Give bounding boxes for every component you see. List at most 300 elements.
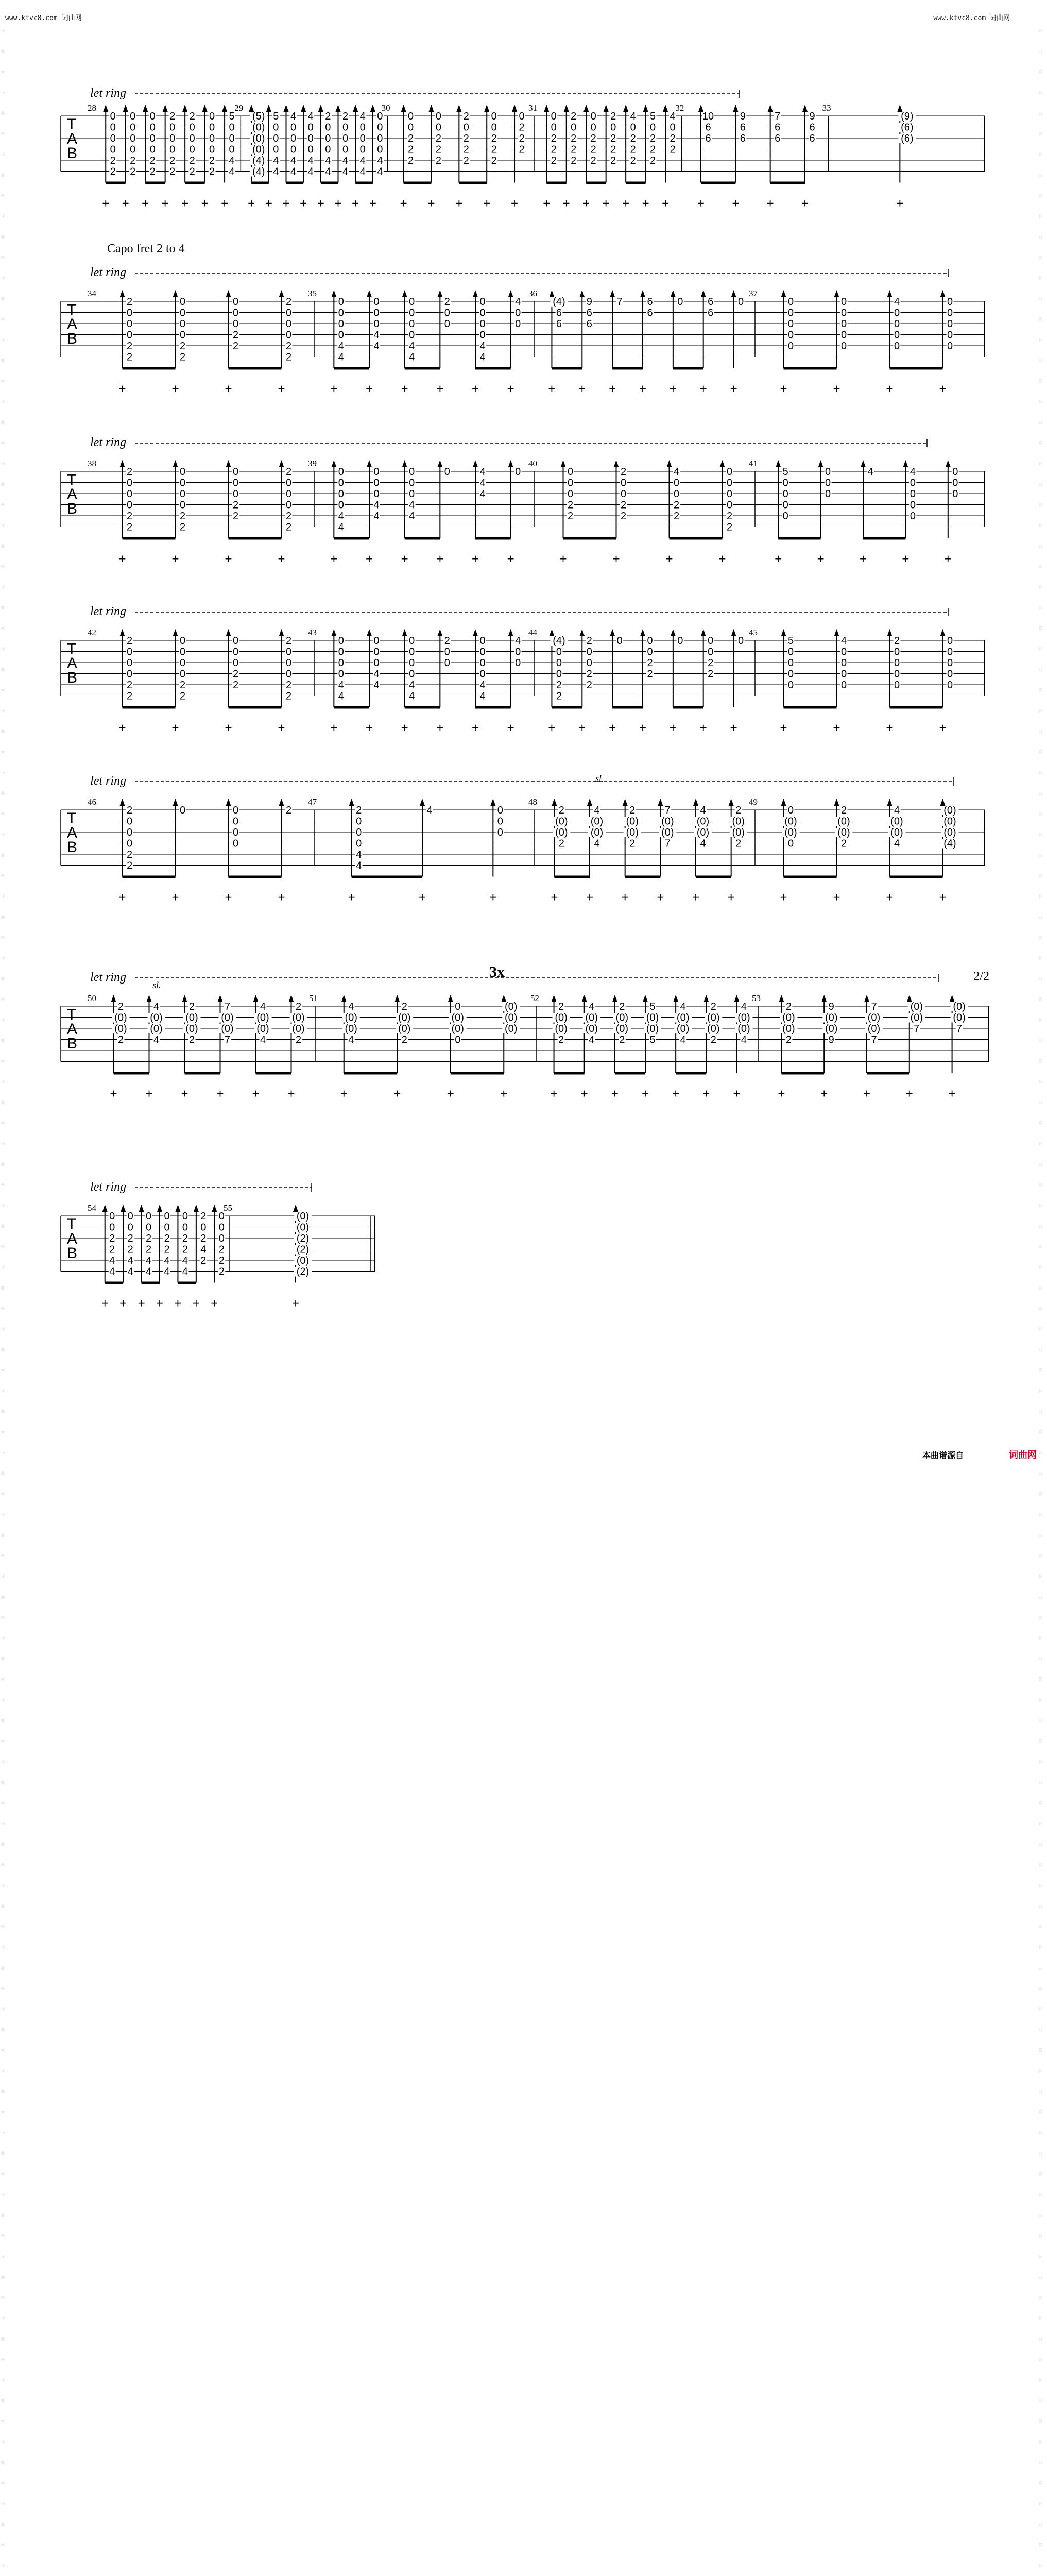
fret-number: 2: [117, 1034, 124, 1046]
fret-number: 0: [338, 499, 344, 511]
beam: [586, 182, 606, 184]
fret-number: 0: [947, 307, 953, 319]
measure-number: 41: [749, 459, 758, 468]
strum-arrow: [226, 799, 231, 806]
fret-number: 4: [164, 1255, 170, 1266]
strum-arrow: [729, 799, 734, 806]
fret-number: 0: [179, 296, 186, 308]
watermark-glyph: 词曲网: [1, 1574, 5, 1620]
fret-number: 0: [610, 122, 616, 133]
fret-number: 2: [558, 1034, 564, 1046]
fret-number: 2: [590, 144, 596, 156]
fret-number: 4: [348, 1034, 354, 1046]
fret-number: 0: [338, 657, 344, 669]
strum-arrow: [456, 105, 461, 112]
fret-number: (0): [784, 827, 797, 838]
fret-number: (4): [252, 155, 265, 166]
fret-number: 5: [650, 111, 656, 122]
strum-plus-mark: +: [939, 721, 947, 735]
fret-number: (0): [910, 1012, 923, 1024]
measure-number: 34: [88, 289, 96, 298]
fret-number: 0: [285, 329, 292, 341]
strum-arrow: [508, 629, 513, 636]
beam: [781, 1072, 824, 1075]
fret-number: 0: [232, 646, 239, 658]
strum-plus-mark: +: [657, 890, 664, 905]
strum-plus-mark: +: [662, 196, 670, 211]
fret-number: 4: [260, 1001, 266, 1012]
strum-plus-mark: +: [507, 552, 514, 566]
fret-number: 2: [127, 1233, 133, 1244]
watermark-glyph: 词曲网: [1, 1080, 5, 1125]
strum-plus-mark: +: [669, 382, 677, 396]
fret-number: (0): [296, 1255, 310, 1266]
beam: [405, 706, 440, 709]
fret-number: (0): [150, 1012, 163, 1024]
fret-number: 2: [126, 690, 133, 702]
fret-number: 4: [348, 1001, 354, 1012]
fret-number: 0: [179, 318, 186, 330]
strum-plus-mark: +: [369, 196, 376, 211]
fret-number: 2: [356, 805, 362, 816]
strum-plus-mark: +: [156, 1296, 164, 1311]
strum-plus-mark: +: [101, 1296, 109, 1311]
strum-plus-mark: +: [225, 382, 232, 396]
fret-number: 0: [479, 646, 486, 658]
beam: [670, 537, 723, 540]
fret-number: 0: [408, 111, 414, 122]
fret-number: 0: [232, 827, 239, 838]
fret-number: 2: [444, 635, 450, 647]
capo-instruction: Capo fret 2 to 4: [107, 242, 185, 256]
fret-number: 2: [435, 133, 442, 144]
watermark-glyph: 词曲网: [1039, 1884, 1042, 1929]
fret-number: (0): [555, 827, 568, 838]
strum-plus-mark: +: [780, 890, 787, 905]
fret-number: 4: [479, 477, 486, 489]
strum-plus-mark: +: [192, 1296, 200, 1311]
fret-number: 0: [342, 122, 349, 133]
fret-number: 0: [285, 668, 292, 680]
fret-number: 2: [491, 155, 497, 166]
fret-number: 2: [179, 690, 186, 702]
fret-number: 0: [126, 499, 133, 511]
beam: [123, 367, 176, 370]
tab-clef-letter: T: [67, 1216, 77, 1233]
fret-number: 0: [840, 318, 847, 330]
watermark-glyph: 词曲网: [1039, 2131, 1042, 2176]
strum-plus-mark: +: [393, 1087, 401, 1101]
strum-plus-mark: +: [171, 382, 179, 396]
fret-number: 0: [338, 466, 344, 478]
measure-number: 47: [308, 797, 317, 807]
fret-number: 0: [586, 646, 592, 658]
fret-number: 2: [126, 805, 133, 816]
strum-plus-mark: +: [833, 890, 840, 905]
fret-number: 0: [373, 466, 380, 478]
beam: [890, 876, 943, 878]
fret-number: 2: [146, 1244, 152, 1256]
fret-number: 2: [285, 805, 292, 816]
strum-plus-mark: +: [886, 890, 894, 905]
measure-number: 53: [752, 993, 761, 1003]
beam: [106, 182, 125, 184]
strum-arrow: [473, 460, 478, 467]
fret-number: 0: [209, 122, 215, 133]
fret-number: 7: [664, 805, 671, 816]
fret-number: 2: [285, 341, 292, 352]
fret-number: 0: [130, 144, 136, 156]
fret-number: (0): [867, 1023, 881, 1035]
fret-number: 0: [620, 477, 627, 489]
fret-number: 0: [673, 488, 680, 500]
strum-arrow: [120, 799, 125, 806]
watermark-glyph: 词曲网: [1, 1451, 5, 1496]
strum-plus-mark: +: [766, 196, 774, 211]
fret-number: 0: [825, 466, 831, 478]
fret-number: 0: [377, 133, 383, 144]
fret-number: 4: [409, 351, 415, 363]
fret-number: 0: [200, 1222, 207, 1233]
fret-number: 0: [444, 318, 450, 330]
watermark-glyph: 词曲网: [1039, 2069, 1042, 2114]
watermark-glyph: 词曲网: [1, 2069, 5, 2114]
side-watermark-right: [1039, 21, 1045, 2568]
strum-arrow: [940, 290, 946, 297]
beam: [229, 876, 282, 878]
strum-arrow: [781, 629, 786, 636]
strum-arrow: [733, 105, 738, 112]
tab-clef-letter: B: [67, 669, 78, 686]
fret-number: 6: [647, 307, 653, 319]
fret-number: 6: [556, 307, 562, 319]
fret-number: (0): [676, 1023, 690, 1035]
fret-number: 0: [126, 838, 133, 850]
fret-number: 0: [567, 477, 574, 489]
strum-plus-mark: +: [161, 196, 169, 211]
strum-plus-mark: +: [278, 552, 285, 566]
fret-number: 0: [677, 635, 683, 647]
fret-number: 4: [409, 690, 415, 702]
beam: [701, 182, 735, 184]
strum-arrow: [640, 290, 645, 297]
watermark-glyph: 词曲网: [1039, 2193, 1042, 2238]
fret-number: 0: [307, 144, 314, 156]
strum-plus-mark: +: [641, 1087, 649, 1101]
fret-number: 0: [497, 827, 503, 838]
fret-number: 0: [782, 499, 788, 511]
fret-number: 0: [497, 816, 503, 827]
strum-plus-mark: +: [550, 1087, 558, 1101]
fret-number: 2: [785, 1034, 792, 1046]
fret-number: 4: [594, 838, 600, 850]
watermark-glyph: 词曲网: [1039, 1945, 1042, 1991]
tab-clef-letter: B: [67, 330, 78, 347]
strum-plus-mark: +: [142, 196, 149, 211]
strum-plus-mark: +: [611, 1087, 619, 1101]
fret-number: 0: [909, 511, 916, 522]
strum-arrow: [903, 460, 908, 467]
strum-plus-mark: +: [886, 721, 894, 735]
fret-number: 4: [359, 155, 366, 166]
fret-number: 4: [307, 111, 314, 122]
fret-number: 0: [373, 296, 380, 308]
fret-number: 0: [232, 466, 239, 478]
beam: [178, 1282, 196, 1284]
fret-number: (2): [296, 1244, 310, 1256]
fret-number: 0: [189, 133, 195, 144]
fret-number: (0): [296, 1211, 310, 1222]
fret-number: 4: [741, 1001, 747, 1012]
fret-number: (0): [615, 1023, 629, 1035]
watermark-glyph: 词曲网: [1, 29, 5, 74]
strum-arrow: [703, 995, 709, 1002]
strum-plus-mark: +: [833, 721, 840, 735]
fret-number: 0: [126, 329, 133, 341]
fret-number: 0: [149, 133, 156, 144]
fret-number: 2: [169, 155, 176, 166]
strum-plus-mark: +: [427, 196, 435, 211]
fret-number: 0: [179, 499, 186, 511]
fret-number: 2: [670, 144, 676, 156]
beam: [546, 182, 566, 184]
fret-number: 0: [479, 657, 486, 669]
fret-number: 0: [338, 307, 344, 319]
fret-number: 2: [567, 499, 574, 511]
strum-arrow: [663, 105, 668, 112]
fret-number: 0: [726, 488, 733, 500]
strum-plus-mark: +: [340, 1087, 348, 1101]
fret-number: (0): [256, 1012, 269, 1024]
fret-number: 9: [828, 1034, 834, 1046]
fret-number: 4: [273, 166, 279, 178]
strum-arrow: [226, 629, 231, 636]
strum-plus-mark: +: [780, 382, 787, 396]
fret-number: 0: [232, 657, 239, 669]
strum-plus-mark: +: [730, 382, 737, 396]
fret-number: 0: [787, 657, 794, 669]
watermark-glyph: 词曲网: [1039, 276, 1042, 321]
fret-number: 0: [479, 318, 486, 330]
strum-plus-mark: +: [145, 1087, 153, 1101]
fret-number: 0: [444, 646, 450, 658]
strum-plus-mark: +: [699, 721, 707, 735]
tab-system: [0, 765, 1009, 935]
strum-arrow: [212, 1205, 217, 1212]
beam: [286, 182, 304, 184]
strum-plus-mark: +: [436, 552, 444, 566]
watermark-glyph: 词曲网: [1, 276, 5, 321]
strum-arrow: [473, 290, 478, 297]
tab-system: [0, 427, 1009, 597]
fret-number: (0): [732, 816, 745, 827]
fret-number: 6: [586, 318, 592, 330]
fret-number: 2: [126, 849, 133, 860]
fret-number: 0: [342, 144, 349, 156]
fret-number: 0: [325, 133, 331, 144]
fret-number: 2: [285, 466, 292, 478]
fret-number: (0): [737, 1012, 750, 1024]
strum-arrow: [579, 629, 585, 636]
fret-number: 0: [189, 122, 195, 133]
fret-number: (0): [345, 1023, 357, 1035]
fret-number: 0: [409, 329, 415, 341]
fret-number: 0: [840, 307, 847, 319]
strum-plus-mark: +: [181, 1087, 188, 1101]
fret-number: 2: [295, 1034, 302, 1046]
fret-number: 2: [586, 680, 592, 691]
fret-number: 0: [356, 827, 362, 838]
fret-number: 2: [126, 466, 133, 478]
strum-arrow: [331, 290, 336, 297]
strum-arrow: [139, 1205, 144, 1212]
strum-plus-mark: +: [948, 1087, 956, 1101]
strum-arrow: [768, 105, 773, 112]
strum-arrow: [370, 105, 375, 112]
strum-arrow: [776, 460, 781, 467]
fret-number: 5: [787, 635, 794, 647]
strum-plus-mark: +: [511, 196, 519, 211]
strum-plus-mark: +: [471, 382, 479, 396]
page-number: 2/2: [973, 970, 989, 983]
watermark-glyph: 词曲网: [1039, 833, 1042, 878]
fret-number: 0: [189, 144, 195, 156]
fret-number: (0): [590, 827, 604, 838]
strum-arrow: [887, 629, 892, 636]
beam: [123, 876, 176, 878]
watermark-glyph: 词曲网: [1039, 894, 1042, 940]
fret-number: 4: [840, 635, 847, 647]
fret-number: 0: [377, 144, 383, 156]
watermark-glyph: 词曲网: [1039, 585, 1042, 631]
fret-number: (0): [707, 1023, 720, 1035]
watermark-glyph: 词曲网: [1039, 1513, 1042, 1558]
fret-number: (0): [943, 816, 956, 827]
fret-number: 5: [229, 111, 235, 122]
tab-clef-letter: A: [67, 1230, 78, 1247]
fret-number: 0: [273, 133, 279, 144]
strum-plus-mark: +: [622, 196, 630, 211]
fret-number: (0): [398, 1023, 411, 1035]
fret-number: 2: [710, 1034, 716, 1046]
fret-number: 4: [146, 1266, 152, 1278]
beam: [404, 182, 432, 184]
fret-number: 0: [377, 111, 383, 122]
fret-number: (0): [252, 122, 265, 133]
fret-number: 4: [338, 680, 344, 691]
tab-clef-letter: A: [67, 1021, 78, 1038]
strum-arrow: [331, 460, 336, 467]
tab-system: [0, 961, 1009, 1131]
fret-number: 2: [619, 1034, 625, 1046]
fret-number: 0: [738, 296, 744, 308]
fret-number: 0: [359, 133, 366, 144]
fret-number: 2: [189, 155, 195, 166]
fret-number: 0: [126, 307, 133, 319]
fret-number: 4: [373, 668, 380, 680]
fret-number: 6: [775, 122, 781, 133]
strum-plus-mark: +: [171, 890, 179, 905]
watermark-glyph: 词: [1, 2564, 5, 2568]
strum-plus-mark: +: [665, 552, 673, 566]
strum-arrow: [781, 799, 786, 806]
fret-number: 2: [726, 511, 733, 522]
fret-number: 0: [356, 838, 362, 850]
fret-number: 6: [705, 122, 711, 133]
measure-number: 38: [88, 459, 96, 468]
tab-clef-letter: B: [67, 500, 78, 517]
fret-number: 0: [590, 122, 596, 133]
fret-number: 4: [359, 111, 366, 122]
watermark-glyph: 词曲网: [1, 2193, 5, 2238]
watermark-glyph: 词曲网: [1, 894, 5, 940]
fret-number: 2: [463, 155, 469, 166]
strum-arrow: [182, 105, 187, 112]
fret-number: 0: [455, 1001, 461, 1012]
strum-arrow: [834, 629, 839, 636]
strum-plus-mark: +: [500, 1087, 508, 1101]
watermark-glyph: 词曲网: [1, 2255, 5, 2300]
fret-number: 4: [409, 341, 415, 352]
fret-number: 4: [356, 849, 362, 860]
strum-arrow: [331, 629, 336, 636]
strum-plus-mark: +: [609, 382, 616, 396]
beam: [863, 537, 905, 540]
strum-arrow: [173, 290, 178, 297]
strum-plus-mark: +: [507, 382, 514, 396]
strum-plus-mark: +: [672, 1087, 680, 1101]
strum-arrow: [693, 799, 698, 806]
fret-number: 0: [551, 122, 557, 133]
fret-number: 2: [232, 511, 239, 522]
fret-number: 0: [409, 668, 415, 680]
watermark-glyph: 词曲网: [1, 462, 5, 507]
fret-number: 0: [338, 329, 344, 341]
fret-number: 0: [551, 111, 557, 122]
fret-number: 4: [909, 466, 916, 478]
beam: [615, 1072, 645, 1075]
tab-clef-letter: T: [67, 471, 77, 488]
strum-arrow: [671, 629, 676, 636]
fret-number: 0: [338, 668, 344, 680]
fret-number: 0: [285, 646, 292, 658]
fret-number: (0): [953, 1001, 966, 1012]
fret-number: 0: [126, 646, 133, 658]
fret-number: 0: [182, 1211, 188, 1222]
fret-number: 0: [894, 657, 900, 669]
fret-number: (0): [114, 1012, 127, 1024]
fret-number: 0: [285, 307, 292, 319]
fret-number: 7: [224, 1001, 231, 1012]
strum-arrow: [544, 105, 549, 112]
fret-number: (0): [221, 1023, 234, 1035]
fret-number: 4: [630, 111, 636, 122]
fret-number: 2: [126, 511, 133, 522]
beam: [867, 1072, 909, 1075]
strum-plus-mark: +: [602, 196, 610, 211]
strum-plus-mark: +: [436, 382, 444, 396]
fret-number: 2: [735, 805, 742, 816]
tab-system: [0, 1171, 1009, 1341]
fret-number: (4): [252, 166, 265, 178]
watermark-glyph: 词曲网: [1039, 400, 1042, 445]
tab-clef-letter: A: [67, 824, 78, 841]
fret-number: (0): [825, 1012, 838, 1024]
strum-arrow: [802, 105, 808, 112]
strum-arrow: [401, 105, 406, 112]
strum-plus-mark: +: [939, 382, 947, 396]
fret-number: 7: [956, 1023, 963, 1035]
